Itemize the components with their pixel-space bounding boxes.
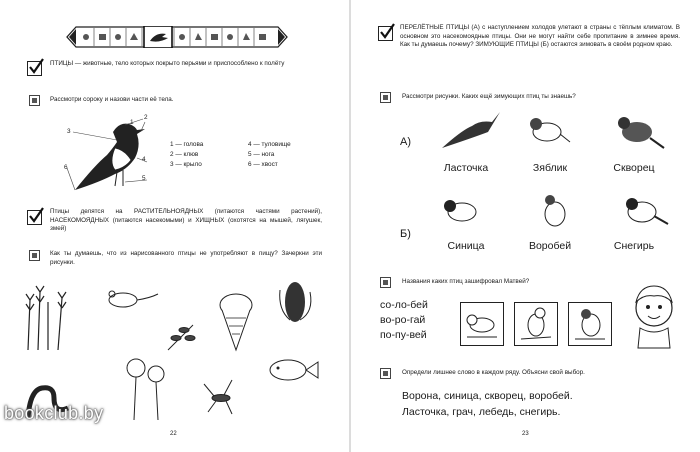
mosquito-icon [204,380,232,414]
watermark-text: bookclub.by [4,403,104,423]
wheat-icon [26,286,66,350]
page-number: 22 [170,431,177,437]
checkmark-icon [378,22,396,40]
right-page [350,0,700,452]
wintering-birds-drawings [442,190,692,234]
ice-cream-icon [220,294,252,350]
magpie-illustration [55,110,165,195]
legend-item: 6 — хвост [248,161,278,168]
lollipop-icon [127,359,164,420]
task-square-icon [29,250,40,261]
migratory-birds-drawings [442,108,692,158]
bird-name: Скворец [613,162,655,174]
bird-picture-frame [568,302,612,346]
task-text: Рассмотри сороку и назови части её тела. [50,96,174,103]
number-label: 3 [67,128,71,135]
legend-item: 2 — клюв [170,151,199,158]
chaffinch-icon [530,118,570,142]
task-square-icon [380,92,391,103]
bird-name: Синица [447,240,485,252]
bird-name: Воробей [528,240,572,252]
starling-icon [618,117,664,148]
bird-name: Снегирь [613,240,655,252]
corn-icon [280,282,311,322]
legend-item: 1 — голова [170,141,204,148]
topic-ribbon [66,26,288,48]
bird-picture-frame [514,302,558,346]
task-text: Названия каких птиц зашифровал Матвей? [402,278,530,285]
bullfinch-icon [626,198,668,224]
migratory-birds-text: ПЕРЕЛЁТНЫЕ ПТИЦЫ (А) с наступлением холодов улетают в страны с тёплым климатом. В основном это насекомоядные птицы. Они не могут найти себе пропитание в зимнее время. Как ты думаешь почему? ЗИМУЮЩИЕ ПТИЦЫ (Б) остаются зимовать в своём родном краю. [400,24,680,48]
number-label: 1 [130,119,134,126]
group-b-label: Б) [400,228,411,240]
diet-classification-text: Птицы делятся на РАСТИТЕЛЬНОЯДНЫХ (питаются частями растений), НАСЕКОМОЯДНЫХ (питаются насекомыми) и ХИЩНЫХ (охотятся на мышей, лягушек, змей) [50,208,322,232]
task-square-icon [380,277,391,288]
page-number: 23 [522,431,529,437]
task-square-icon [380,368,391,379]
syllable-row: по-пу-вей [380,329,427,341]
bird-name: Зяблик [532,162,568,174]
boy-matvey-illustration [630,280,678,350]
small-bird-icon [569,303,611,345]
small-bird-icon [515,303,557,345]
definition-text: ПТИЦЫ — животные, тело которых покрыто перьями и приспособлено к полёту [50,60,285,67]
number-label: 6 [64,164,68,171]
small-bird-icon [461,303,503,345]
legend-item: 3 — крыло [170,161,202,168]
checkmark-box [27,210,42,225]
fish-icon [270,360,318,380]
syllable-row: во-ро-гай [380,314,426,326]
word-row: Ворона, синица, скворец, воробей. [402,390,573,402]
number-label: 4 [142,156,146,163]
checkmark-icon [27,206,45,224]
swallow-icon [442,112,500,148]
number-label: 5 [142,175,146,182]
number-label: 2 [144,114,148,121]
sparrow-icon [545,195,565,226]
checkmark-box [27,61,42,76]
checkmark-icon [27,57,45,75]
word-row: Ласточка, грач, лебедь, снегирь. [402,406,561,418]
task-text: Определи лишнее слово в каждом ряду. Объясни свой выбор. [402,369,585,376]
legend-item: 4 — туловище [248,141,291,148]
leaf-branch-icon [168,325,195,350]
task-text: Как ты думаешь, что из нарисованного птицы не употребляют в пищу? Зачеркни эти рисунки. [50,250,322,266]
mouse-icon [109,291,158,307]
group-a-label: А) [400,136,411,148]
tit-icon [444,200,476,221]
checkmark-box [378,26,393,41]
legend-item: 5 — нога [248,151,275,158]
bird-picture-frame [460,302,504,346]
task-square-icon [29,95,40,106]
syllable-row: со-ло-бей [380,299,428,311]
bird-name: Ласточка [443,162,489,174]
task-text: Рассмотри рисунки. Каких ещё зимующих птиц ты знаешь? [402,93,576,100]
